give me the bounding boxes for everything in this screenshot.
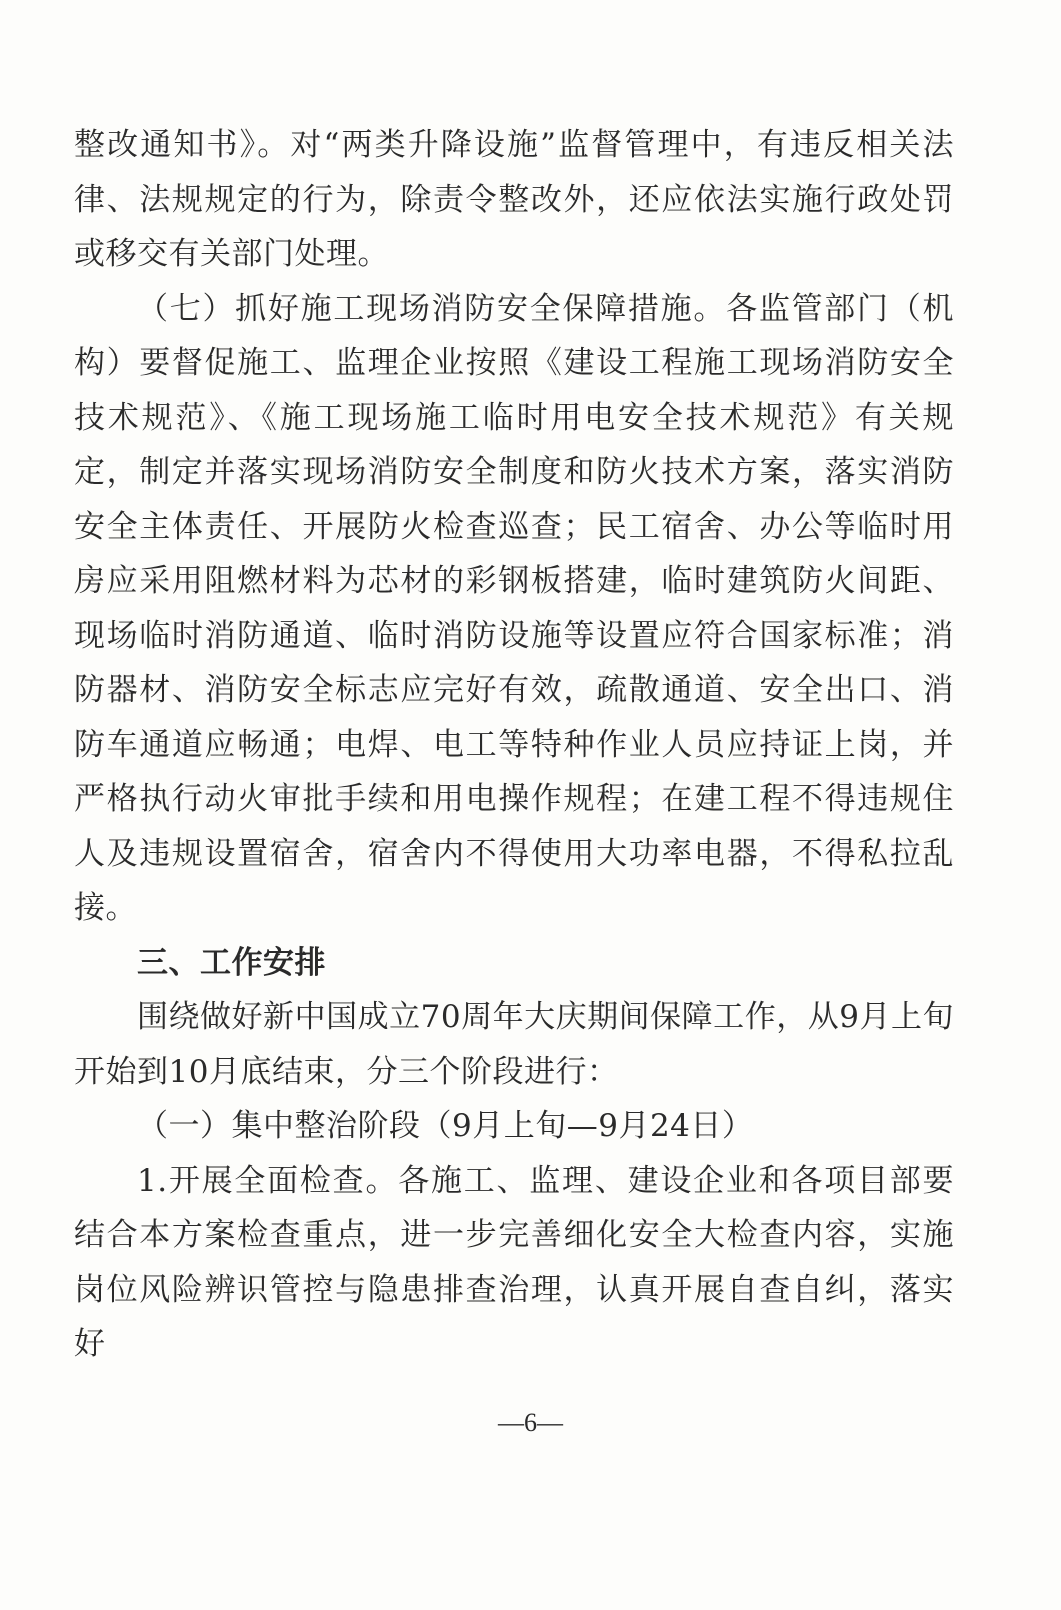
subheading-phase-one: （一）集中整治阶段（9月上旬—9月24日）: [137, 1108, 754, 1144]
section-heading-work-arrangement: 三、工作安排: [137, 944, 326, 981]
paragraph-inspection: 1.开展全面检查。各施工、监理、建设企业和各项目部要结合本方案检查重点，进一步完善细化安全大检查内容，实施岗位风险辨识管控与隐患排查治理，认真开展自查自纠，落实好: [74, 1162, 954, 1362]
paragraph-continuation: 整改通知书》。对“两类升降设施”监督管理中，有违反相关法律、法规规定的行为，除责令整改外，还应依法实施行政处罚或移交有关部门处理。: [74, 127, 954, 272]
paragraph-schedule: 围绕做好新中国成立70周年大庆期间保障工作，从9月上旬开始到10月底结束，分三个阶段进行：: [74, 999, 954, 1090]
page-number: —6—: [498, 1408, 563, 1437]
paragraph-fire-safety: （七）抓好施工现场消防安全保障措施。各监管部门（机构）要督促施工、监理企业按照《建设工程施工现场消防安全技术规范》、《施工现场施工临时用电安全技术规范》有关规定，制定并落实现场消防安全制度和防火技术方案，落实消防安全主体责任、开展防火检查巡查；民工宿舍、办公等临时用房应采用阻燃材料为芯材的彩钢板搭建，临时建筑防火间距、现场临时消防通道、临时消防设施等设置应符合国家标准；消防器材、消防安全标志应完好有效，疏散通道、安全出口、消防车通道应畅通；电焊、电工等特种作业人员应持证上岗，并严格执行动火审批手续和用电操作规程；在建工程不得违规住人及违规设置宿舍，宿舍内不得使用大功率电器，不得私拉乱接。: [74, 290, 954, 926]
body-text: [74, 118, 954, 1372]
